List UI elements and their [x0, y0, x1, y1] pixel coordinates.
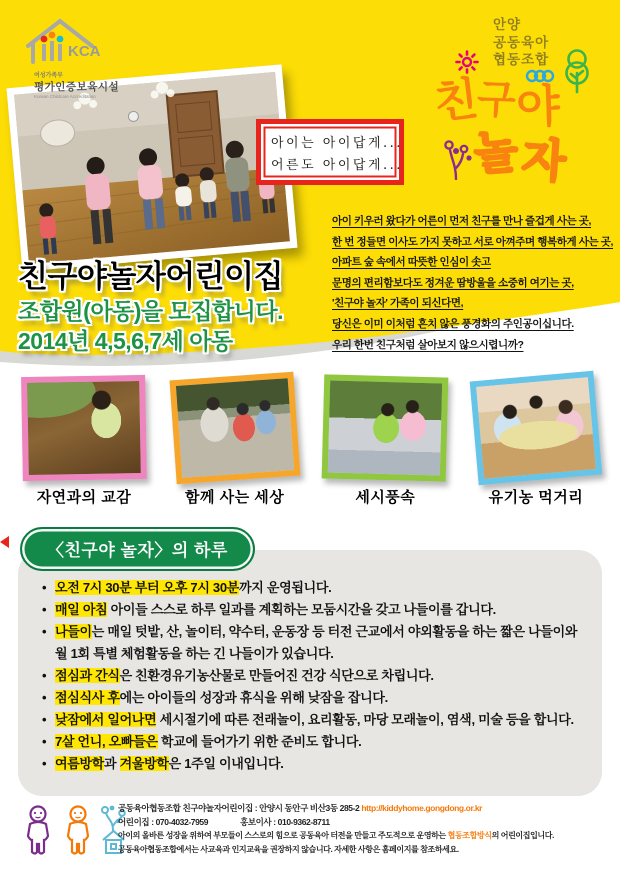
activity-photo-4 [470, 371, 603, 485]
highlighted-text: 낮잠에서 일어나면 [55, 712, 157, 727]
decorative-arrow [0, 536, 9, 548]
headline-title: 친구야놀자어린이집 [18, 259, 284, 294]
quote-box [256, 119, 404, 185]
footer-description-line: 아이의 올바른 성장을 위하여 부모들이 스스로의 힘으로 공동육아 터전을 만들고 주도적으로 운영하는 협동조합방식의 어린이집입니다. [118, 831, 554, 840]
intro-line: 아이 키우러 왔다가 어른이 먼저 친구를 만나 즐겁게 사는 곳, [332, 215, 592, 227]
footer-note-line: 공동육아협동조합에서는 사교육과 인지교육을 권장하지 않습니다. 자세한 사항은 홈페이지를 참조하세요. [118, 844, 459, 854]
intro-line: 아파트 숲 속에서 따뜻한 인심이 솟고 [332, 256, 491, 269]
photo-caption: 함께 사는 세상 [185, 489, 285, 506]
kca-name-label: 평가인증보육시설 [34, 81, 120, 93]
quote-line2: 어른도 아이답게... [271, 158, 403, 173]
child-icon-purple [20, 804, 56, 858]
daily-bullet: • 점심과 간식은 친환경유기농산물로 만들어진 건강 식단으로 차립니다. [40, 665, 592, 687]
highlighted-text: 점심과 간식 [55, 668, 120, 683]
daycare-phone: 어린이집 : 070-4032-7959 [118, 816, 209, 827]
highlighted-text: 여름방학 [55, 756, 105, 771]
coop-method-highlight: 협동조합방식 [447, 831, 492, 840]
activity-photo-row [0, 376, 620, 480]
logo-word-nolja: 놀자 [472, 125, 574, 188]
highlighted-text: 점심식사 후 [55, 690, 120, 705]
daily-bullet: • 점심식사 후에는 아이들의 성장과 휴식을 위해 낮잠을 잡니다. [40, 687, 592, 709]
org-name-line: 협동조합 [493, 52, 550, 67]
activity-photo-3 [322, 374, 449, 481]
intro-line: 당신은 이미 이처럼 흔치 않은 풍경화의 주인공이십니다. [332, 317, 574, 330]
activity-photo-illustration [328, 381, 442, 476]
highlighted-text: 나들이 [55, 624, 92, 639]
headline-sub2: 2014년 4,5,6,7세 아동 [18, 328, 233, 354]
activity-photo-1 [21, 375, 147, 481]
berry-branch-icon [442, 138, 474, 180]
photo-caption-row [0, 486, 620, 507]
highlighted-text: 7살 언니, 오빠들은 [55, 734, 158, 749]
tree-icon [560, 48, 594, 94]
kca-accreditation-logo [22, 14, 152, 99]
daily-bullet: • 오전 7시 30분 부터 오후 7시 30분까지 운영됩니다. [40, 577, 592, 599]
daily-bullet: • 나들이는 매일 텃밭, 산, 놀이터, 약수터, 운동장 등 터전 근교에서 야외활동을 하는 짧은 나들이와 월 1회 특별 체험활동을 하는 긴 나들이가 있습니다. [40, 621, 592, 665]
footer-address-line: 공동육아협동조합 친구야놀자어린이집 : 안양시 동안구 비산3동 285-2 http://kiddyhome.gongdong.or.kr [118, 803, 483, 813]
activity-photo-2 [169, 372, 300, 484]
daily-bullet-list [40, 577, 592, 775]
activity-photo-illustration [476, 377, 596, 478]
footer [0, 800, 620, 870]
headline [18, 258, 283, 356]
daily-bullet: • 낮잠에서 일어나면 세시절기에 따른 전래놀이, 요리활동, 마당 모래놀이, 염색, 미술 등을 합니다. [40, 709, 592, 731]
intro-line: 우리 한번 친구처럼 살아보지 않으시렵니까? [332, 338, 524, 351]
highlighted-text: 겨울방학 [119, 756, 169, 771]
daily-section [18, 550, 602, 796]
photo-caption: 세시풍속 [355, 489, 416, 506]
logo-word-chinguya: 친구야 [431, 72, 561, 133]
daily-bullet: • 7살 언니, 오빠들은 학교에 들어가기 위한 준비도 합니다. [40, 731, 592, 753]
daily-bullet: • 여름방학과 겨울방학은 1주일 이내입니다. [40, 753, 592, 775]
intro-line: '친구야 놀자' 가족이 되신다면, [332, 297, 464, 310]
highlighted-text: 오전 7시 30분 부터 오후 7시 30분 [55, 580, 240, 595]
activity-photo-illustration [27, 381, 141, 475]
kca-house-icon [22, 14, 118, 64]
website-url: http://kiddyhome.gongdong.or.kr [361, 803, 483, 813]
main-photo-illustration [14, 72, 290, 264]
daily-section-title: 〈친구야 놀자〉의 하루 [20, 527, 255, 571]
kca-english-label: Korean Childcare Accreditation [34, 94, 96, 99]
brand-logo [420, 40, 610, 190]
quote-line1: 아이는 아이답게... [271, 136, 403, 151]
svg-text:KCA: KCA [68, 43, 101, 60]
org-name-line: 안양 [493, 17, 522, 32]
org-name-line: 공동육아 [493, 34, 550, 50]
child-icon-orange [60, 804, 96, 858]
headline-sub1: 조합원(아동)을 모집합니다. [18, 298, 283, 324]
pr-phone: 홍보이사 : 010-9362-8711 [240, 816, 330, 827]
footer-icons [20, 804, 128, 858]
highlighted-text: 매일 아침 [55, 602, 108, 617]
photo-caption: 유기농 먹거리 [488, 489, 584, 506]
intro-line: 한 번 정들면 이사도 가지 못하고 서로 아껴주며 행복하게 사는 곳, [332, 235, 614, 248]
intro-paragraph [332, 211, 613, 355]
activity-photo-illustration [176, 378, 294, 478]
photo-caption: 자연과의 교감 [36, 489, 132, 506]
footer-text [118, 802, 554, 856]
daily-bullet: • 매일 아침 아이들 스스로 하루 일과를 계획하는 모둠시간을 갖고 나들이를 갑니다. [40, 599, 592, 621]
kca-agency-label: 여성가족부 [34, 73, 63, 79]
footer-phone-line [118, 816, 554, 830]
intro-line: 문명의 편리함보다도 정겨운 땀방울을 소중히 여기는 곳, [332, 276, 574, 289]
